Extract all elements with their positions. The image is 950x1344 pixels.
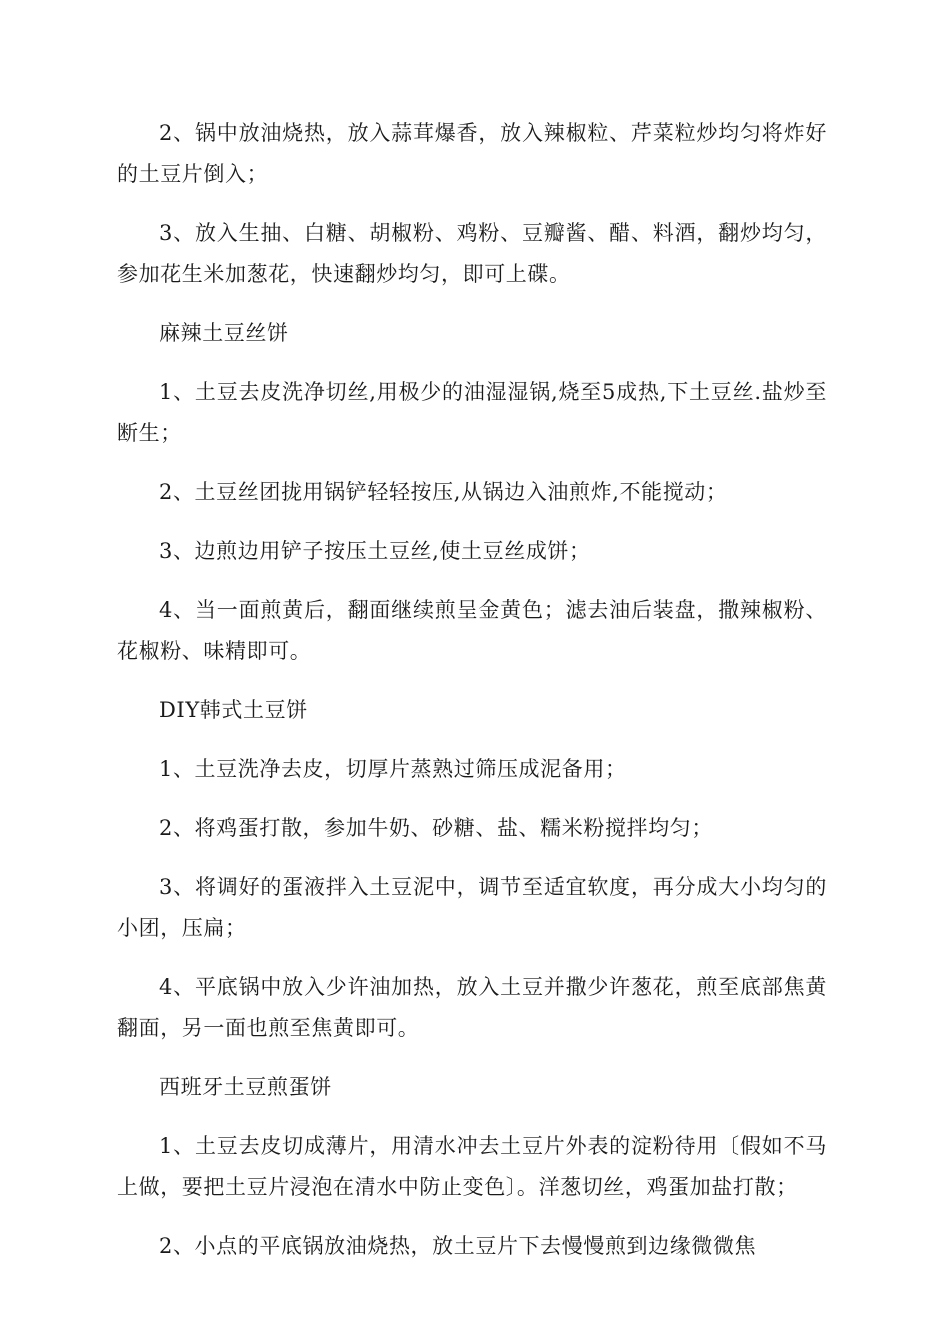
recipe-title: 西班牙土豆煎蛋饼 [159,1075,332,1099]
step-paragraph: 2、锅中放油烧热，放入蒜茸爆香，放入辣椒粒、芹菜粒炒均匀将炸好的土豆片倒入； [117,121,827,186]
step-paragraph: 1、土豆去皮洗净切丝,用极少的油湿湿锅,烧至5成热,下土豆丝.盐炒至断生； [117,380,827,445]
step-paragraph: 2、小点的平底锅放油烧热，放土豆片下去慢慢煎到边缘微微焦 [159,1234,757,1258]
step-paragraph: 1、土豆洗净去皮，切厚片蒸熟过筛压成泥备用； [159,757,627,781]
step-paragraph: 3、将调好的蛋液拌入土豆泥中，调节至适宜软度，再分成大小均匀的小团，压扁； [117,875,827,940]
step-paragraph: 4、当一面煎黄后，翻面继续煎呈金黄色；滤去油后装盘，撒辣椒粉、花椒粉、味精即可。 [117,598,827,663]
document-body [117,113,827,1285]
recipe-title: 麻辣土豆丝饼 [159,321,289,345]
recipe-title: DIY韩式土豆饼 [159,698,308,722]
step-paragraph: 3、边煎边用铲子按压土豆丝,使土豆丝成饼； [159,539,591,563]
step-paragraph: 4、平底锅中放入少许油加热，放入土豆并撒少许葱花，煎至底部焦黄翻面，另一面也煎至焦黄即可。 [117,975,827,1040]
step-paragraph: 2、土豆丝团拢用锅铲轻轻按压,从锅边入油煎炸,不能搅动； [159,480,728,504]
step-paragraph: 2、将鸡蛋打散，参加牛奶、砂糖、盐、糯米粉搅拌均匀； [159,816,713,840]
step-paragraph: 3、放入生抽、白糖、胡椒粉、鸡粉、豆瓣酱、醋、料酒，翻炒均匀，参加花生米加葱花，快速翻炒均匀，即可上碟。 [117,221,827,286]
step-paragraph: 1、土豆去皮切成薄片，用清水冲去土豆片外表的淀粉待用〔假如不马上做，要把土豆片浸泡在清水中防止变色〕。洋葱切丝，鸡蛋加盐打散； [117,1134,827,1199]
